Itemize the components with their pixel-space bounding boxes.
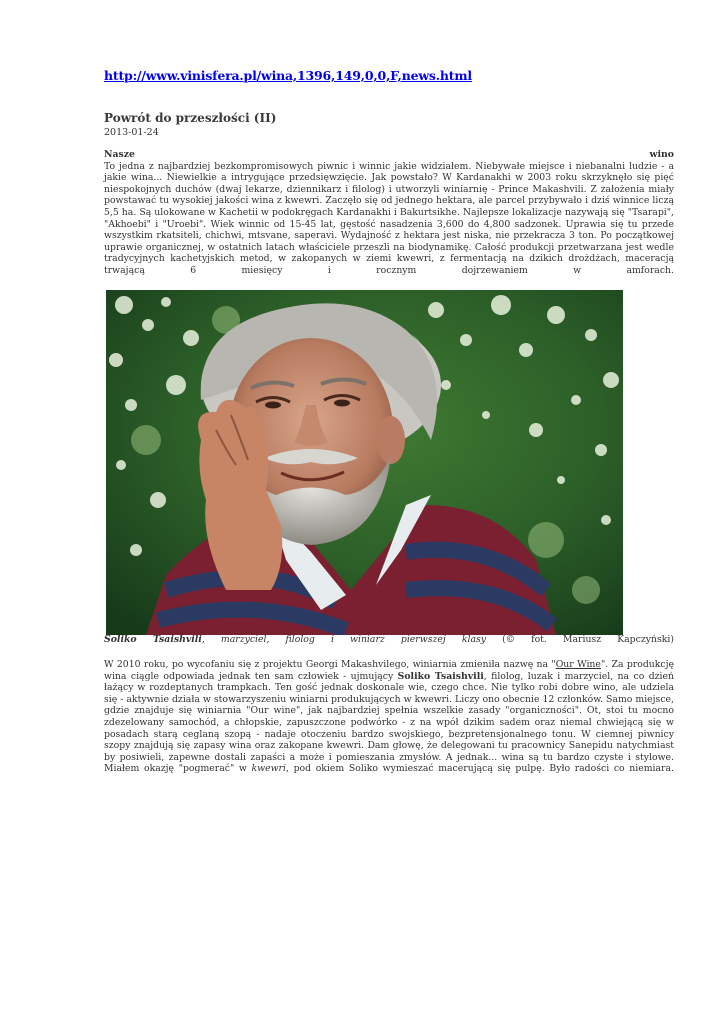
second-paragraph [104,659,674,775]
first-line-left: Nasze [104,149,135,160]
para2-text-c: , filolog, luzak i marzyciel, na co dzień łażący w rozdeptanych trampkach. Ten gość jednak doskonale wie, czego chce. Nie tylko robi dobre wino, ale udziela się - aktywnie działa w stowarzyszeniu winiarni produkujących w kwewri. Liczy ono obecnie 12 członków. Samo miejsce, gdzie znajduje się winiarnia "Our wine", jak najbardziej spełnia wszelkie zasady "organiczności". Ot, stoi tu mocno zdezelowany samochód, a chłopskie, zapuszczone podwórko - z na wpół dzikim sadem oraz niemal chwiejącą się w posadach starą ceglaną szopą - nadaje otoczeniu bardzo swojskiego, bezpretensjonalnego tonu. W ciemnej piwnicy szopy znajdują się zapasy wina oraz zakopane kwewri. Dam głowę, że delegowani tu pracownicy Sanepidu natychmiast by posiwieli, zapewne dostali zapaści a może i pomieszania zmysłów. A jednak... wina są tu bardzo czyste i stylowe. Miałem okazję "pogmerać" w [104,670,675,775]
our-wine-link[interactable]: Our Wine [555,659,601,670]
para2-text-b: ". Za produkcję wina ciągle odpowiada jednak ten sam człowiek - ujmujący [104,659,674,682]
intro-body: To jedna z najbardziej bezkompromisowych piwnic i winnic jakie widziałem. Niebywałe miejsce i niebanalni ludzie - a jakie wina... Niewielkie a intrygujące przedsięwzięcie. Jak powstało? W Kardanakhi w 2003 roku skrzyknęło się pięć niespokojnych duchów (dwaj lekarze, dziennikarz i filolog) i utworzyli winiarnię - Prince Makashvili. Z założenia miały powstawać tu wysokiej jakości wina z kwewri. Zaczęło się od jednego hektara, ale parcel przybywało i dziś winnice liczą 5,5 ha. Są ulokowane w Kachetii w podokręgach Kardanakhi i Bakurtsikhe. Najlepsze lokalizacje nazywają się "Tsarapi", "Akhoebi" i "Uroebi". Wiek winnic od 15-45 lat, gęstość nasadzenia 3,600 do 4,800 sadzonek. Uprawia się tu przede wszystkim rkatsiteli, chichwi, mtsvane, saperavi. Wydajność z hektara jest niska, nie przekracza 3 ton. Po początkowej uprawie organicznej, w ostatnich latach właściciele przeszli na biodynamikę. Całość produkcji przetwarzana jest wedle tradycyjnych kachetyjskich metod, w zakopanych w ziemi kwewri, z fermentacją na dzikich drożdżach, maceracją trwającą 6 miesięcy i rocznym dojrzewaniem w amforach. [104,160,674,276]
intro-paragraph [104,149,674,277]
caption-text: , marzyciel, filolog i winiarz pierwszej klasy [201,634,487,645]
para2-text-d: , pod okiem Soliko wymieszać macerującą się pulpę. Było radości co niemiara. [285,763,674,775]
para2-kwewri: kwewri [251,763,286,775]
caption-name: Soliko Tsaishvili [104,634,202,645]
source-url-link[interactable]: http://www.vinisfera.pl/wina,1396,149,0,0,F,news.html [104,68,472,83]
article-date: 2013-01-24 [104,127,159,138]
caption-credit: (© fot. Mariusz Kapczyński) [486,634,674,645]
article-title: Powrót do przeszłości (II) [104,111,277,125]
portrait-photo [106,290,623,635]
first-line-right: wino [649,149,674,160]
first-line [104,149,674,161]
photo-caption [104,634,674,646]
para2-text-a: W 2010 roku, po wycofaniu się z projektu Georgi Makashvilego, winiarnia zmieniła nazwę na " [104,659,556,670]
para2-name: Soliko Tsaishvili [397,670,484,682]
